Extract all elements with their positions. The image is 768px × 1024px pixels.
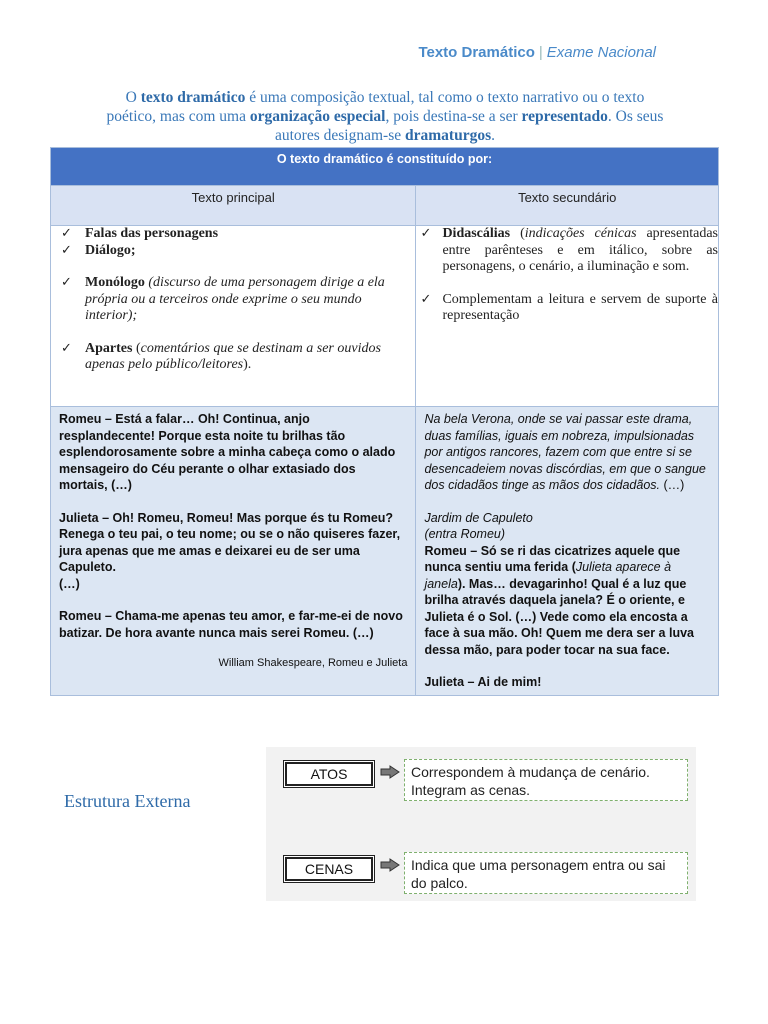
secondary-text-example [416,407,718,695]
intro-keyword: organização especial [249,108,386,125]
intro-text: , pois destina-se a ser [385,108,522,125]
main-text-list-cell [51,226,416,407]
list-item [416,226,718,276]
dialogue-text: ). Mas… devagarinho! Qual é a luz que brilha através daquela janela? É o oriente, e Julieta é o Sol. (…) Vede como ela encosta a face à sua mão. Oh! Quem me dera ser a luva dessa mão, para poder tocar na sua face. [424,576,694,657]
intro-text: é uma composição textual, tal como o texto narrativo ou o texto poético, mas com uma [106,89,645,125]
checkmark-icon: ✓ [420,226,432,241]
list-item [51,226,415,243]
item-paren: ( [132,340,141,356]
list-item [51,341,415,374]
list-item [51,275,415,325]
header-title: Texto Dramático [418,44,535,61]
intro-keyword: texto dramático [140,89,246,106]
dialogue-line: (…) [59,576,80,591]
item-paren: ). [243,357,252,372]
item-description: comentários que se destinam a ser ouvidos apenas pelo público/leitores [85,340,381,372]
dialogue-line: Romeu – Chama-me apenas teu amor, e far-me-ei de novo batizar. De hora avante nunca mais serei Romeu. (…) [59,609,403,640]
table-title: O texto dramático é constituído por: [51,148,719,186]
item-italic: indicações cénicas [524,226,637,241]
page-header [418,44,656,61]
item-term: Diálogo; [85,242,136,258]
dramatic-text-table [50,147,719,696]
prologue [424,411,710,494]
header-subtitle: Exame Nacional [546,44,656,61]
column-header-secondary-text: Texto secundário [416,186,719,226]
checkmark-icon: ✓ [420,291,432,307]
dialogue-line [424,543,710,659]
item-term: Monólogo [85,275,145,290]
item-term: Didascálias [442,226,511,241]
dialogue-line: Julieta – Ai de mim! [424,675,542,689]
column-header-main-text: Texto principal [51,186,416,226]
secondary-text-list-cell [416,226,719,407]
stage-direction: (entra Romeu) [424,527,506,541]
intro-paragraph [100,88,670,145]
arrow-right-icon [380,765,400,779]
secondary-text-list [416,226,718,325]
main-text-example-cell [51,407,416,696]
main-text-list [51,226,415,374]
checkmark-icon: ✓ [61,226,72,241]
dialogue-line: Romeu – Está a falar… Oh! Continua, anjo resplandecente! Porque esta noite tu brilhas tão esplendorosamente sobre a minha cabeça como o alado mensageiro do Céu perante o olhar extasiado dos mortais, (…) [59,412,396,492]
list-item [51,243,415,260]
item-description: apresentadas entre parênteses e em itálico, sobre as personagens, o cenário, a iluminação e som. [442,226,718,274]
acts-box: ATOS [285,762,373,786]
prologue-ellipsis: (…) [660,478,685,492]
intro-keyword: representado [521,108,608,125]
main-text-example [51,407,415,676]
item-term: Falas das personagens [85,226,219,241]
scenes-box: CENAS [285,857,373,881]
arrow-right-icon [380,858,400,872]
intro-text: O [125,89,141,106]
scenes-description: Indica que uma personagem entra ou sai do palco. [404,852,688,894]
checkmark-icon: ✓ [61,242,72,258]
item-term: Apartes [85,340,133,356]
checkmark-icon: ✓ [61,340,72,356]
dialogue-text: Romeu – Só se ri das cicatrizes aquele que nunca sentiu uma ferida ( [424,543,681,574]
item-paren: ( [510,226,525,241]
checkmark-icon: ✓ [61,275,72,290]
secondary-text-example-cell [416,407,719,696]
intro-text: . [491,127,495,144]
structure-label: Estrutura Externa [64,791,191,811]
header-separator: | [538,44,543,61]
stage-direction: Jardim de Capuleto [424,510,533,525]
list-item [416,292,718,325]
stage-direction: Julieta aparece à janela [424,560,672,591]
acts-description: Correspondem à mudança de cenário. Integram as cenas. [404,759,688,801]
intro-keyword: dramaturgos [405,127,492,144]
intro-text: . Os seus autores designam-se [275,108,664,144]
source-credit: William Shakespeare, Romeu e Julieta [218,657,408,669]
item-description: (discurso de uma personagem dirige a ela própria ou a terceiros onde exprime o seu mundo interior); [85,275,385,323]
item-description: Complementam a leitura e servem de suporte à representação [442,291,718,323]
external-structure-diagram [266,747,696,901]
dialogue-line: Julieta – Oh! Romeu, Romeu! Mas porque és tu Romeu? Renega o teu pai, o teu nome; ou se o não quiseres fazer, jura apenas que me amas e deixarei eu de ser uma Capuleto. [59,510,401,574]
prologue-text: Na bela Verona, onde se vai passar este drama, duas famílias, iguais em nobreza, impulsionadas por antigos rancores, fazem com que entre si se desencadeiem novas discórdias, em que o sangue dos cidadãos tinge as mãos dos cidadãos. [424,412,706,492]
